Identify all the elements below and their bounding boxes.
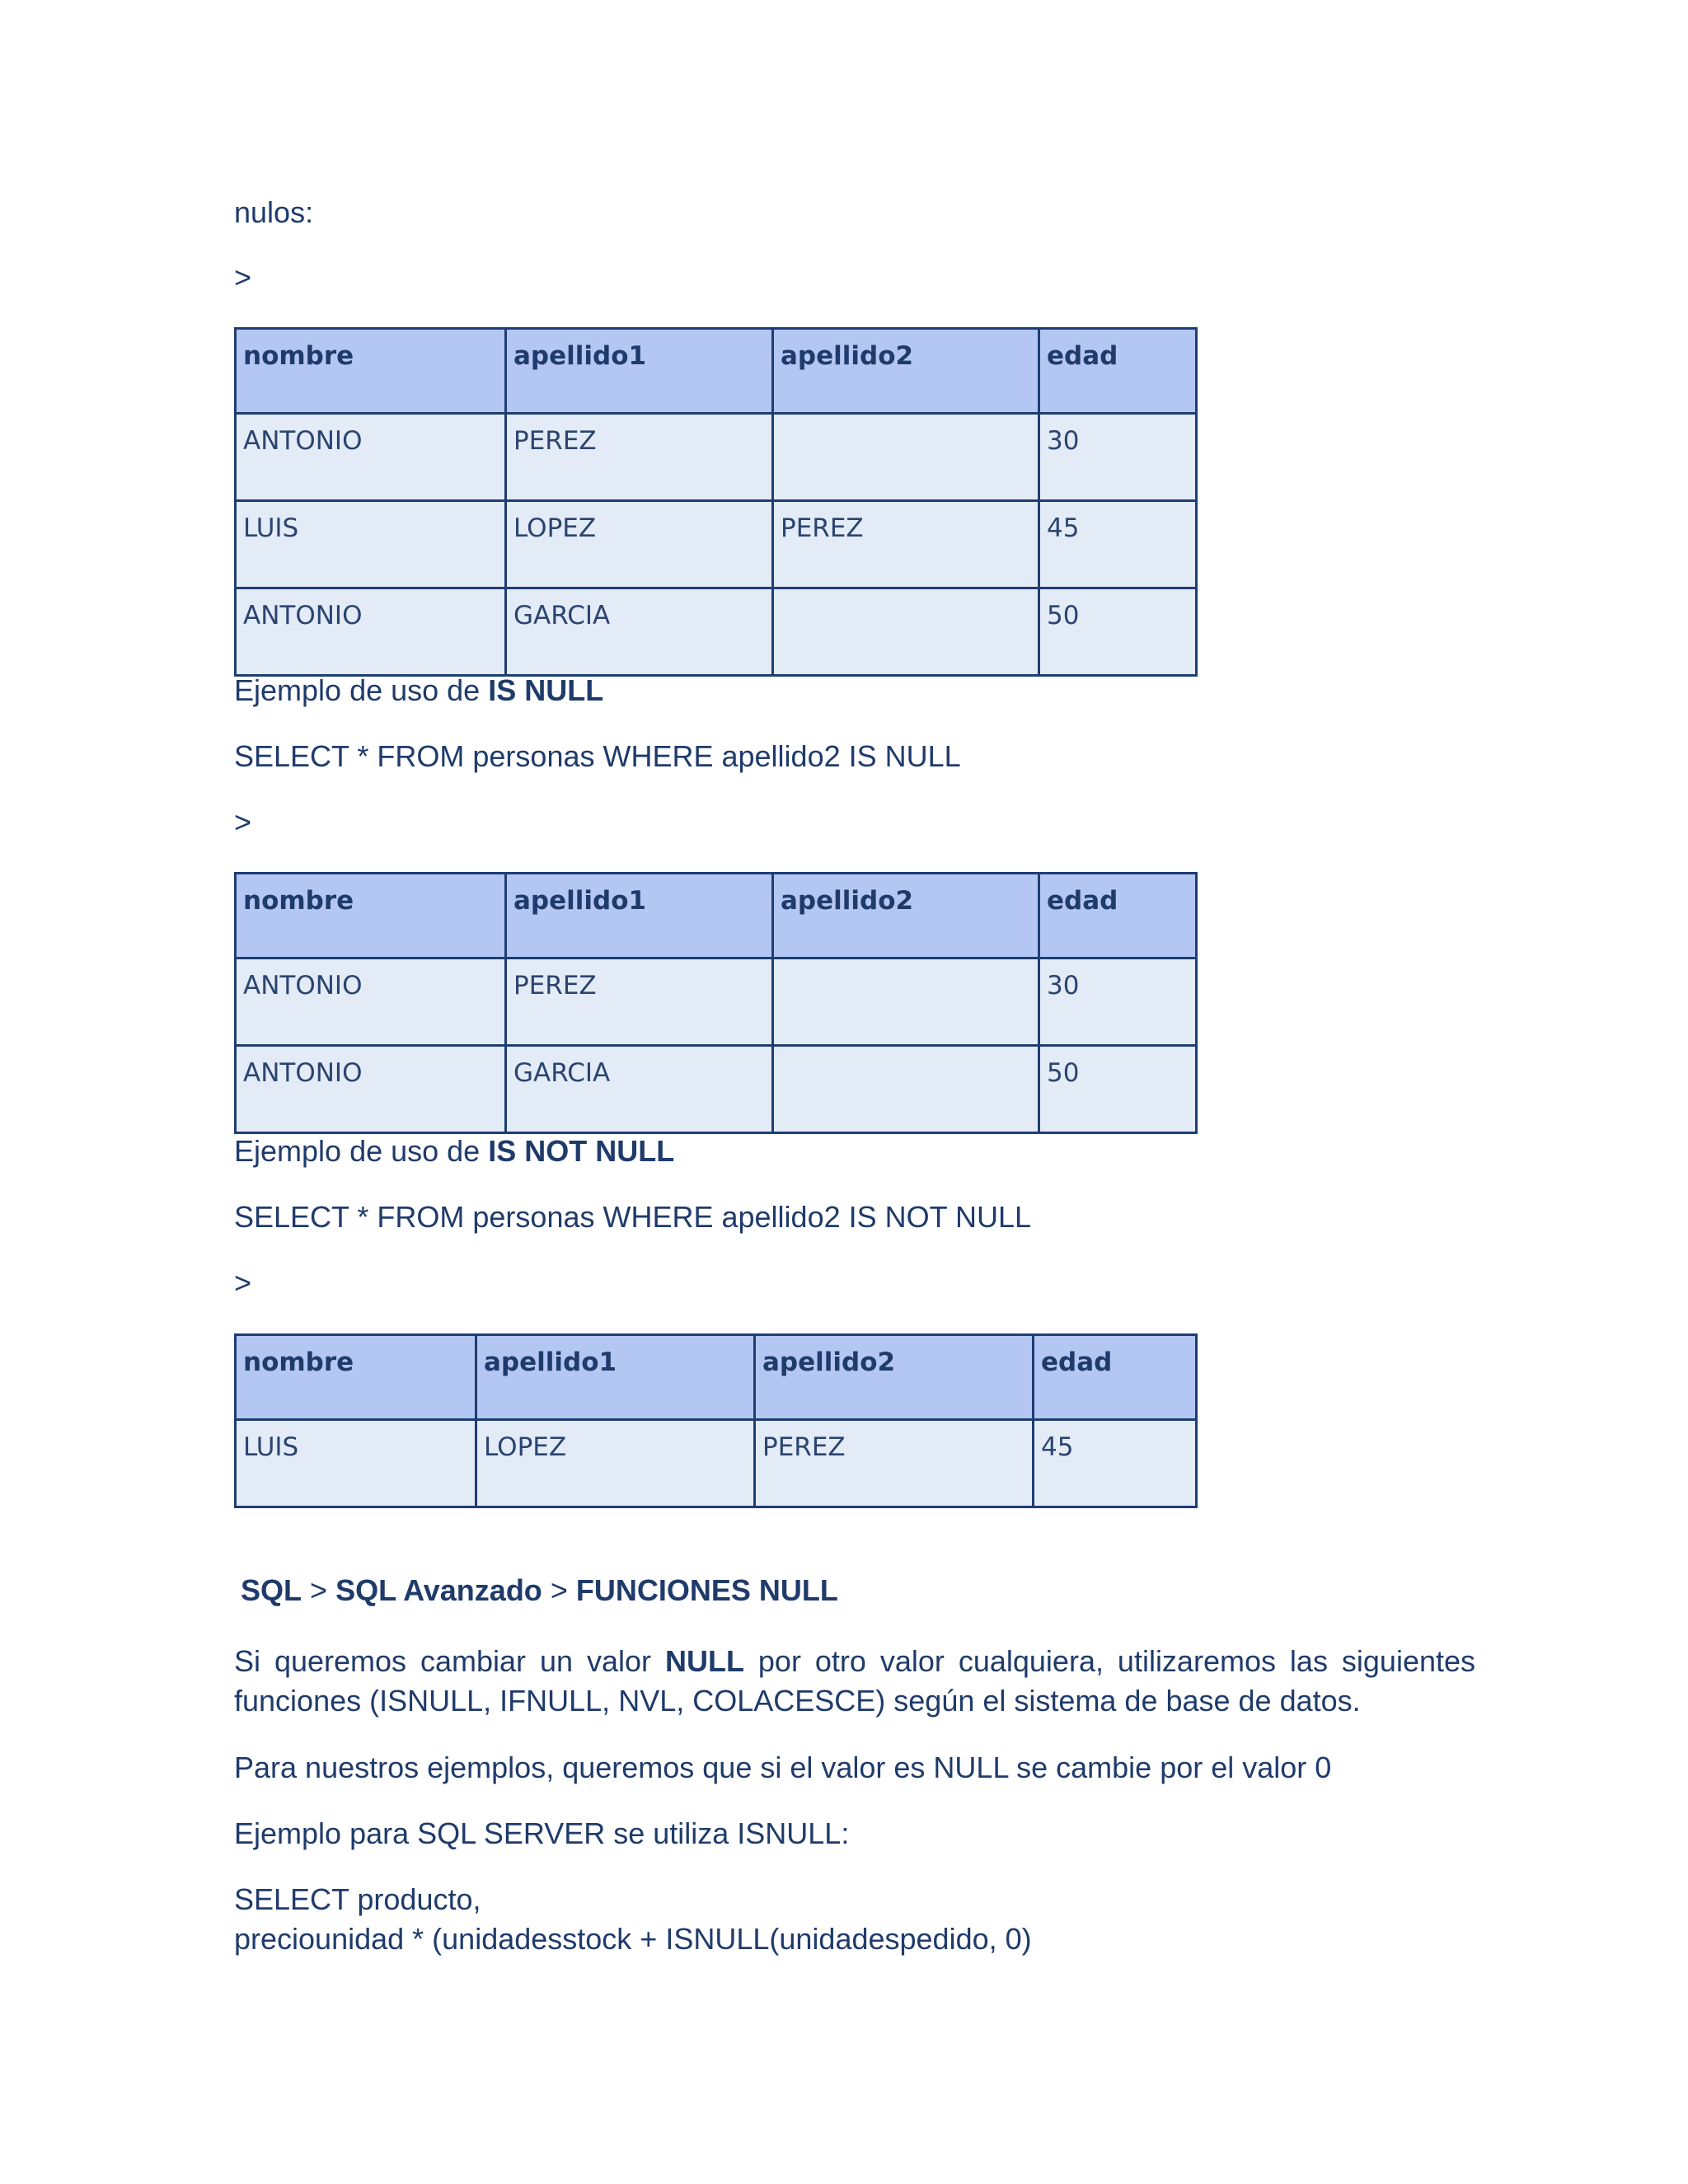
intro-text: nulos: bbox=[234, 195, 314, 229]
caption-keyword: IS NULL bbox=[488, 673, 604, 707]
table-header-row bbox=[236, 874, 1197, 958]
table-row bbox=[236, 1046, 1197, 1133]
table-row bbox=[236, 1420, 1197, 1507]
table-cell bbox=[773, 1046, 1039, 1133]
table-cell: PEREZ bbox=[773, 501, 1039, 588]
header-cell: apellido2 bbox=[773, 329, 1039, 414]
table-cell: LOPEZ bbox=[506, 501, 773, 588]
table-cell: GARCIA bbox=[506, 588, 773, 676]
table-row bbox=[236, 958, 1197, 1046]
table-cell bbox=[773, 414, 1039, 501]
breadcrumb-sql[interactable]: SQL bbox=[241, 1573, 302, 1607]
table-cell: 45 bbox=[1039, 501, 1197, 588]
caption-lead: Ejemplo de uso de bbox=[234, 673, 489, 707]
result-table-is-null bbox=[234, 872, 1198, 1134]
table-cell: PEREZ bbox=[506, 414, 773, 501]
code-line: SELECT producto, bbox=[234, 1882, 481, 1916]
table-cell: 30 bbox=[1039, 958, 1197, 1046]
table-cell: 50 bbox=[1039, 588, 1197, 676]
header-cell: apellido2 bbox=[755, 1335, 1034, 1420]
paragraph-text: por otro valor cualquiera, utilizaremos las siguientes funciones (ISNULL, IFNULL, NVL, COLACESCE) según el sistema de base de datos. bbox=[234, 1644, 1476, 1718]
header-cell: apellido2 bbox=[773, 874, 1039, 958]
table-cell: LUIS bbox=[236, 501, 506, 588]
is-null-caption bbox=[234, 671, 603, 710]
table-cell: LOPEZ bbox=[476, 1420, 755, 1507]
funciones-paragraph bbox=[234, 1642, 1475, 1721]
table-row bbox=[236, 414, 1197, 501]
table-header-row bbox=[236, 1335, 1197, 1420]
header-cell: edad bbox=[1039, 874, 1197, 958]
paragraph-keyword: NULL bbox=[664, 1644, 744, 1678]
header-cell: edad bbox=[1034, 1335, 1197, 1420]
result-table-all bbox=[234, 327, 1198, 677]
table-cell: 30 bbox=[1039, 414, 1197, 501]
table-cell: ANTONIO bbox=[236, 1046, 506, 1133]
table-cell: GARCIA bbox=[506, 1046, 773, 1133]
caption-keyword: IS NOT NULL bbox=[488, 1134, 675, 1168]
breadcrumb-separator: > bbox=[310, 1573, 328, 1607]
table-cell: ANTONIO bbox=[236, 588, 506, 676]
header-cell: apellido1 bbox=[506, 329, 773, 414]
table-header-row bbox=[236, 329, 1197, 414]
sql-server-note: Ejemplo para SQL SERVER se utiliza ISNULL: bbox=[234, 1816, 850, 1850]
table-cell: 50 bbox=[1039, 1046, 1197, 1133]
table-cell: PEREZ bbox=[506, 958, 773, 1046]
table-cell: 45 bbox=[1034, 1420, 1197, 1507]
table-cell: ANTONIO bbox=[236, 958, 506, 1046]
code-line: preciounidad * (unidadesstock + ISNULL(unidadespedido, 0) bbox=[234, 1922, 1032, 1956]
result-table-is-not-null bbox=[234, 1333, 1198, 1508]
result-arrow: > bbox=[234, 260, 252, 294]
header-cell: nombre bbox=[236, 874, 506, 958]
table-cell: PEREZ bbox=[755, 1420, 1034, 1507]
paragraph-text: Si queremos cambiar un valor bbox=[234, 1644, 665, 1678]
header-cell: apellido1 bbox=[476, 1335, 755, 1420]
caption-lead: Ejemplo de uso de bbox=[234, 1134, 489, 1168]
header-cell: nombre bbox=[236, 1335, 476, 1420]
header-cell: apellido1 bbox=[506, 874, 773, 958]
table-cell: ANTONIO bbox=[236, 414, 506, 501]
is-not-null-query: SELECT * FROM personas WHERE apellido2 IS NOT NULL bbox=[234, 1200, 1032, 1234]
is-null-query: SELECT * FROM personas WHERE apellido2 IS NULL bbox=[234, 739, 961, 773]
examples-note: Para nuestros ejemplos, queremos que si el valor es NULL se cambie por el valor 0 bbox=[234, 1750, 1332, 1784]
breadcrumb-sql-avanzado[interactable]: SQL Avanzado bbox=[335, 1573, 542, 1607]
result-arrow: > bbox=[234, 1266, 252, 1300]
table-cell: LUIS bbox=[236, 1420, 476, 1507]
breadcrumb-funciones-null: FUNCIONES NULL bbox=[575, 1573, 838, 1607]
breadcrumb bbox=[241, 1571, 838, 1610]
is-not-null-caption bbox=[234, 1132, 674, 1171]
table-cell bbox=[773, 958, 1039, 1046]
result-arrow: > bbox=[234, 805, 252, 839]
header-cell: nombre bbox=[236, 329, 506, 414]
header-cell: edad bbox=[1039, 329, 1197, 414]
table-row bbox=[236, 588, 1197, 676]
table-cell bbox=[773, 588, 1039, 676]
breadcrumb-separator: > bbox=[550, 1573, 568, 1607]
table-row bbox=[236, 501, 1197, 588]
